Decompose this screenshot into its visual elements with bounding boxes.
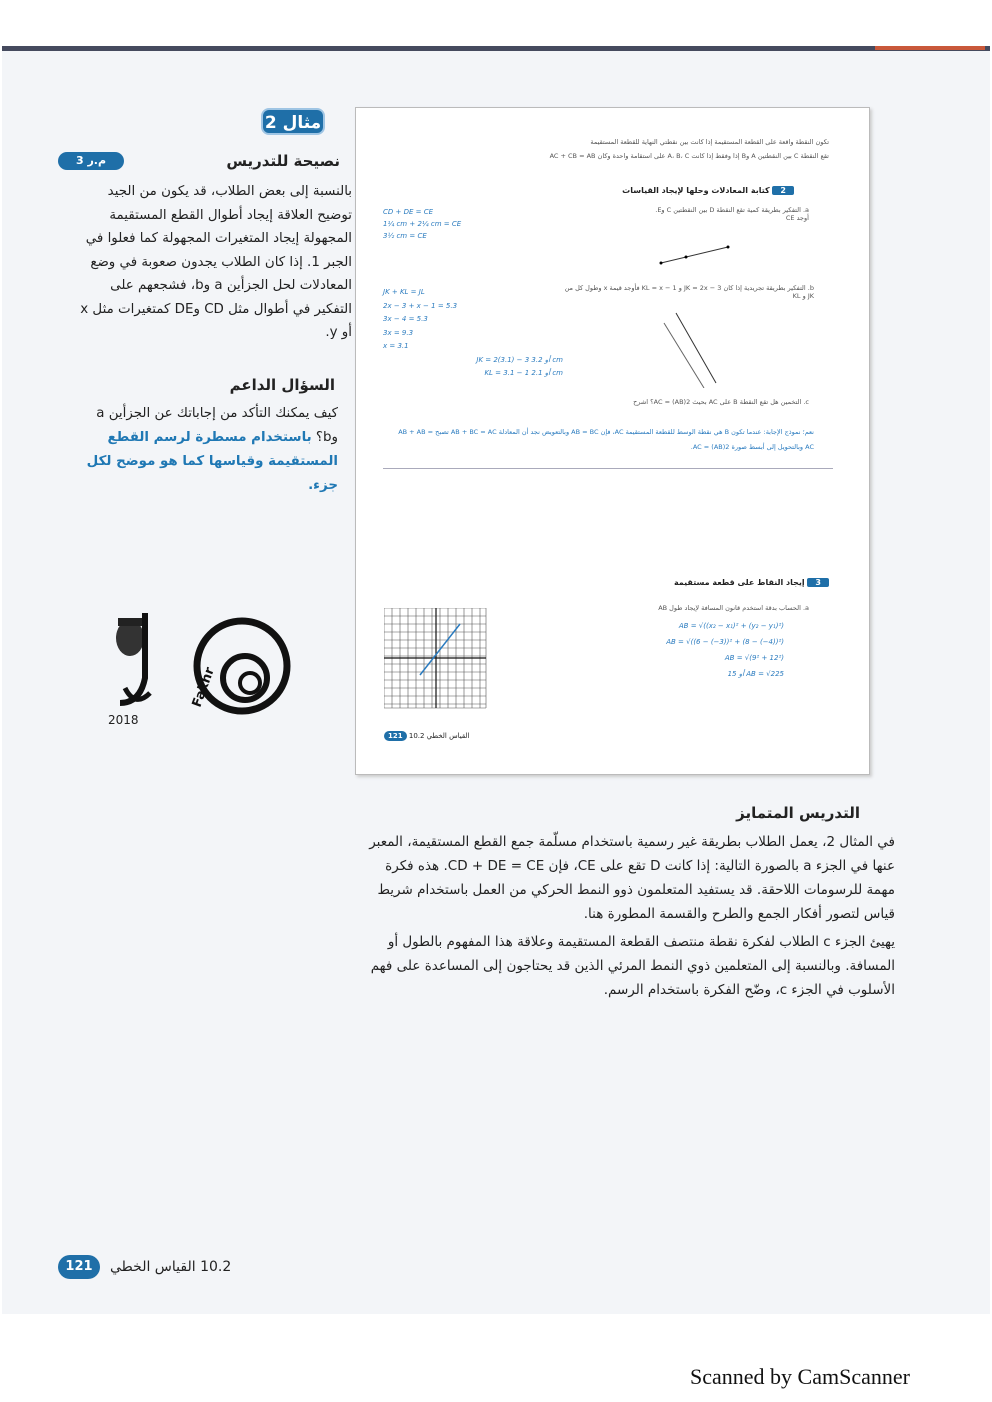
- differentiated-instruction-title: التدريس المتمايز: [736, 804, 860, 822]
- definition-line-2: تقع النقطة C بين النقطتين A وB إذا وفقط إذا كانت A، B، C على استقامة واحدة وكان AC + CB = AB: [549, 152, 829, 160]
- logos: [100, 608, 300, 728]
- section-label: 10.2 القياس الخطي: [110, 1259, 232, 1275]
- scaffolding-question-title: السؤال الداعم: [229, 376, 335, 394]
- work-b-3: 3x − 4 = 5.3: [383, 315, 428, 323]
- svg-text:2018: 2018: [108, 713, 139, 727]
- scaffolding-question-body: [80, 402, 338, 498]
- teaching-tip-title: نصيحة للتدريس: [226, 152, 340, 170]
- section-2-title: كتابة المعادلات وحلها لإيجاد القياسات: [622, 186, 770, 195]
- differentiated-para-1: في المثال 2، يعمل الطلاب بطريقة غير رسمية باستخدام مسلّمة جمع القطع المستقيمة، المعبر عنها في الجزء a بالصورة التالية: إذا كانت D تقع على CE، فإن CD + DE = CE. هذه فكرة مهمة للرسومات اللاحقة. قد يستفيد المتعلمون ذوو النمط الحركي من العمل باستخدام شريط قياس لتصور أفكار الجمع والطرح والقسمة المطورة هنا.: [369, 834, 895, 922]
- work-a-2: 1¼ cm + 2¼ cm = CE: [383, 220, 462, 228]
- work-b-2: 2x − 3 + x − 1 = 5.3: [383, 301, 458, 310]
- question-answer: باستخدام مسطرة لرسم القطع المستقيمة وقياسها كما هو موضح لكل جزء.: [86, 430, 338, 493]
- work-a-1: CD + DE = CE: [383, 208, 434, 216]
- work-3a-4: AB = √225 أو 15: [727, 670, 784, 678]
- question-text: كيف يمكنك التأكد من إجاباتك عن الجزأين a وb؟: [96, 406, 338, 445]
- inner-page-section: 10.2 القياس الخطي: [408, 732, 470, 740]
- coordinate-grid: [384, 608, 488, 710]
- work-b-1: JK + KL = JL: [383, 288, 425, 296]
- work-3a-1: AB = √((x₂ − x₁)² + (y₂ − y₁)²): [678, 622, 784, 630]
- page-number: 121: [58, 1255, 100, 1279]
- work-a-3: 3½ cm = CE: [383, 232, 427, 240]
- svg-text:Fakhr: Fakhr: [189, 665, 218, 710]
- definition-line-1: تكون النقطة واقعة على القطعة المستقيمة إذا كانت بين نقطتي النهاية للقطعة المستقيمة: [590, 138, 829, 146]
- segment-ce-diagram: [656, 233, 736, 273]
- part-c-text: c. التخمين هل تقع النقطة B على AC بحيث 2(AB) = AC؟ اشرح: [633, 398, 809, 406]
- tip-badge: م.ر 3: [58, 152, 124, 170]
- part-c-answer: نعم؛ نموذج الإجابة: عندما تكون B هي نقطة الوسط للقطعة المستقيمة AC، فإن AB = BC وبالتعويض نجد أن المعادلة AB + BC = AC تصبح AB + AB = AC وبالتحويل إلى أبسط صورة 2(AB) = AC.: [398, 428, 814, 451]
- section-3-number: 3: [807, 578, 829, 587]
- part-3a-text: a. الحساب بدقة استخدم قانون المسافة لإيجاد طول AB: [658, 604, 809, 612]
- example-label: مثال 2: [261, 108, 325, 135]
- part-b-text: b. التفكير بطريقة تجريدية إذا كان JK = 2x − 3 و KL = x − 1 فأوجد قيمة x وطول كل من JK و KL: [564, 284, 814, 300]
- section-3-title: إيجاد النقاط على قطعة مستقيمة: [673, 578, 805, 587]
- work-b-6: JK = 2(3.1) − 3 أو 3.2 cm: [476, 355, 563, 364]
- teaching-tip-body: بالنسبة إلى بعض الطلاب، قد يكون من الجيد توضيح العلاقة إيجاد أطوال القطع المستقيمة المجهولة إيجاد المتغيرات المجهولة كما فعلوا في الجبر 1. إذا كان الطلاب يجدون صعوبة في وضع المعادلات لحل الجزأين a وb، فشجعهم على التفكير في أطوال مثل CD وDE كمتغيرات مثل x أو y.: [80, 184, 352, 340]
- section-2-number: 2: [772, 186, 794, 195]
- work-b-7: KL = 3.1 − 1 أو 2.1 cm: [484, 369, 563, 377]
- inner-page-number: 121: [384, 731, 407, 741]
- segment-jl-diagram: [656, 308, 736, 388]
- work-3a-3: AB = √(9² + 12²): [724, 654, 784, 662]
- top-bar: [2, 46, 990, 51]
- differentiated-instruction-body: [360, 830, 895, 1006]
- top-bar-accent: [875, 46, 985, 50]
- work-3a-2: AB = √((6 − (−3))² + (8 − (−4))²): [666, 638, 784, 646]
- part-a-text: a. التفكير بطريقة كمية تقع النقطة D بين النقطتين C وE. أوجد CE: [655, 206, 809, 222]
- student-page-thumbnail: [355, 107, 870, 775]
- work-b-4: 3x = 9.3: [383, 328, 414, 337]
- zayed-year-logo: [100, 608, 300, 728]
- scanner-watermark: Scanned by CamScanner: [690, 1364, 910, 1389]
- differentiated-para-2: يهيئ الجزء c الطلاب لفكرة نقطة منتصف القطعة المستقيمة وعلاقة هذا المفهوم بالطول أو المسافة. وبالنسبة إلى المتعلمين ذوي النمط المرئي الذين قد يحتاجون إلى المساعدة على فهم الأسلوب في الجزء c، وضّح الفكرة باستخدام الرسم.: [370, 934, 895, 998]
- work-b-5: x = 3.1: [383, 342, 409, 350]
